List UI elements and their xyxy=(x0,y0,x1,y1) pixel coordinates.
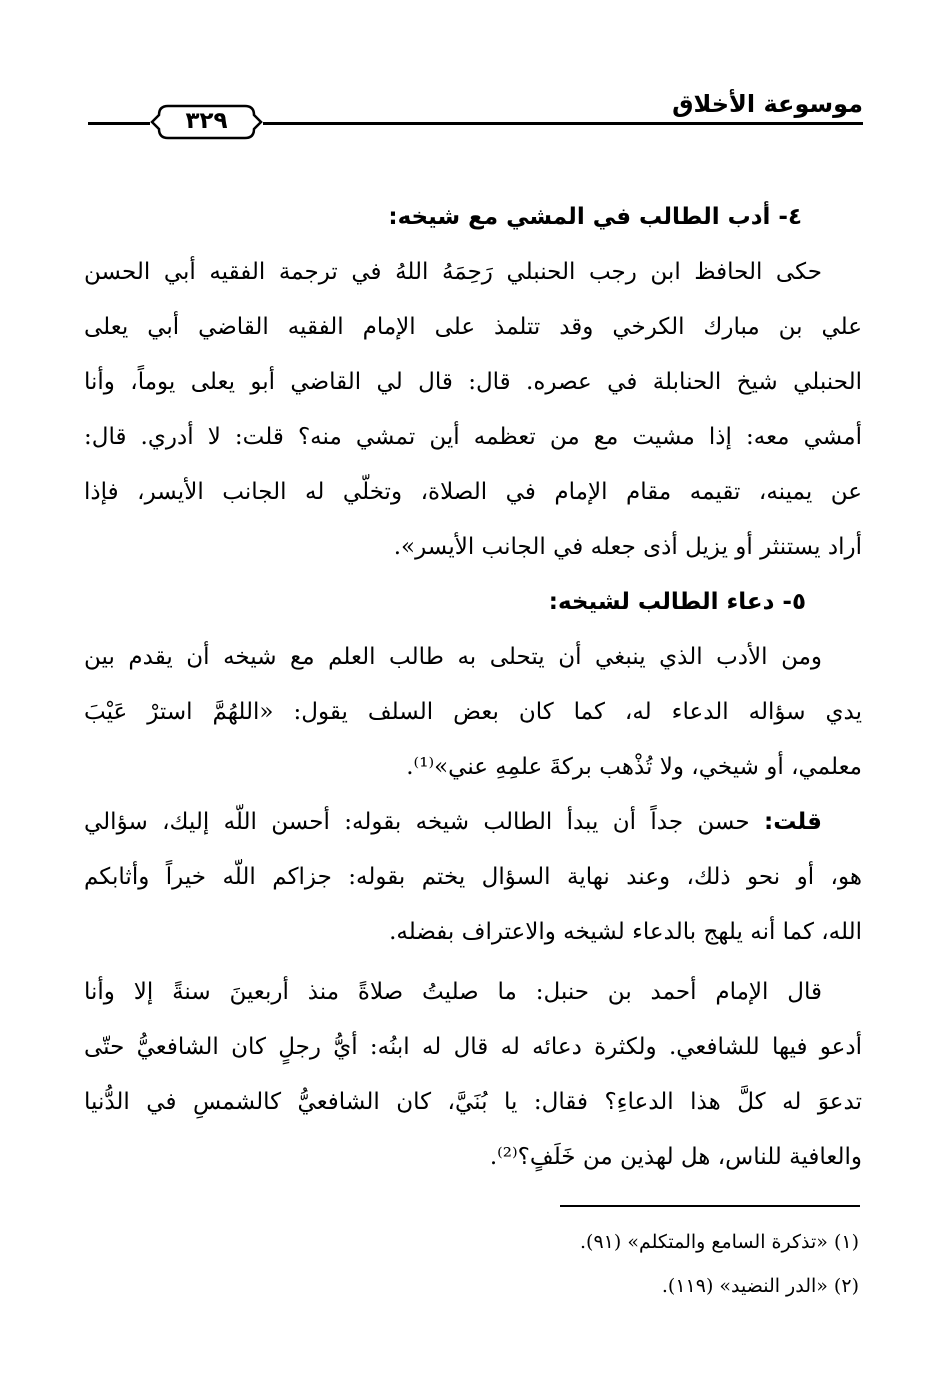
note-text: حسن جداً أن يبدأ الطالب شيخه بقوله: أحسن اللّه إليك، سؤالي xyxy=(84,809,750,835)
paragraph-line: ومن الأدب الذي ينبغي أن يتحلى به طالب العلم مع شيخه أن يقدم بين xyxy=(84,644,822,670)
paragraph-line: عن يمينه، تقيمه مقام الإمام في الصلاة، وتخلّي له الجانب الأيسر، فإذا xyxy=(84,479,862,505)
note-lead: قلت: xyxy=(764,809,822,835)
main-text xyxy=(84,190,862,1185)
paragraph-line: تدعوَ له كلَّ هذا الدعاءِ؟ فقال: يا بُنَيَّ، كان الشافعيُّ كالشمسِ في الدُّنيا xyxy=(84,1089,862,1115)
header-rule xyxy=(263,122,863,125)
note-line: هو، أو نحو ذلك، وعند نهاية السؤال يختم بقوله: جزاكم اللّه خيراً وأثابكم xyxy=(84,864,862,890)
paragraph-line: أمشي معه: إذا مشيت مع من تعظمه أين تمشي منه؟ قلت: لا أدري. قال: xyxy=(84,424,862,450)
paragraph-line: معلمي، أو شيخي، ولا تُذْهب بركةَ علمِهِ عني»⁽¹⁾. xyxy=(406,754,862,780)
section-heading-5: ٥- دعاء الطالب لشيخه: xyxy=(548,589,806,615)
page-header xyxy=(88,82,863,142)
footnote-1: (١) «تذكرة السامع والمتكلم» (٩١). xyxy=(580,1231,859,1253)
footnote-2: (٢) «الدر النضيد» (١١٩). xyxy=(661,1275,859,1297)
paragraph-line: حكى الحافظ ابن رجب الحنبلي رَحِمَهُ اللهُ في ترجمة الفقيه أبي الحسن xyxy=(84,259,822,285)
section-heading-4: ٤- أدب الطالب في المشي مع شيخه: xyxy=(388,204,802,230)
paragraph-line: الحنبلي شيخ الحنابلة في عصره. قال: قال لي القاضي أبو يعلى يوماً، وأنا xyxy=(84,369,862,395)
paragraph-line: أراد يستنثر أو يزيل أذى جعله في الجانب الأيسر». xyxy=(393,534,862,560)
footnotes xyxy=(159,1220,859,1308)
note-line: الله، كما أنه يلهج بالدعاء لشيخه والاعتراف بفضله. xyxy=(389,919,862,945)
paragraph-line: قال الإمام أحمد بن حنبل: ما صليتُ صلاةً منذ أربعينَ سنةً إلا وأنا xyxy=(84,979,822,1005)
paragraph-line: والعافية للناس، هل لهذين من خَلَفٍ؟⁽²⁾. xyxy=(489,1144,862,1170)
paragraph-line: علي بن مبارك الكرخي وقد تتلمذ على الإمام الفقيه القاضي أبي يعلى xyxy=(84,314,862,340)
book-title: موسوعة الأخلاق xyxy=(672,90,863,118)
note-line xyxy=(84,795,862,850)
page-number-frame xyxy=(150,103,263,141)
header-rule-left xyxy=(88,122,150,125)
paragraph-line: أدعو فيها للشافعي. ولكثرة دعائه له قال له ابنُه: أيُّ رجلٍ كان الشافعيُّ حتّى xyxy=(84,1034,862,1060)
page-number: ٣٢٩ xyxy=(185,108,228,134)
paragraph-line: يدي سؤاله الدعاء له، كما كان بعض السلف يقول: «اللهُمَّ استرْ عَيْبَ xyxy=(84,699,862,725)
footnote-separator xyxy=(560,1205,860,1207)
